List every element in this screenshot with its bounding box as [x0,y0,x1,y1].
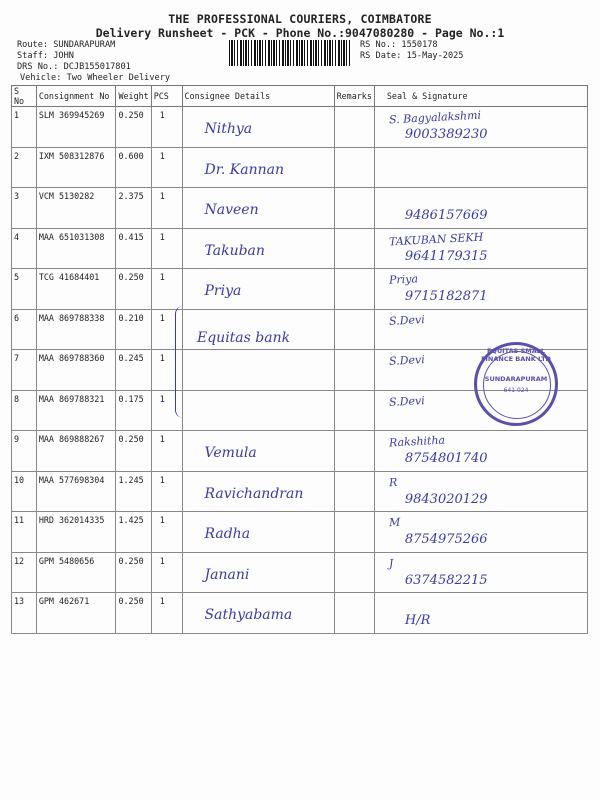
consignee-cell [182,228,334,269]
col-consignee: Consignee Details [182,86,334,107]
consignee-handwritten-name: Takuban [204,242,265,259]
consignee-handwritten-name: Janani [204,566,250,583]
consignee-handwritten-name: Radha [204,526,251,542]
seal-signature-cell [374,431,587,472]
remarks-cell [334,188,374,229]
sno-cell: 5 [12,269,37,310]
sno-cell: 13 [12,593,37,634]
table-row [12,593,588,634]
pcs-cell: 1 [151,350,182,391]
stamp-pin: 641 024 [503,387,529,394]
pcs-cell: 1 [151,512,182,553]
table-header [12,86,588,107]
table-row [12,188,588,229]
seal-signature-cell [374,593,587,634]
consignee-cell [182,552,334,593]
consignment-cell: MAA 651031308 [36,228,116,269]
consignment-cell: GPM 462671 [36,593,116,634]
pcs-cell: 1 [151,431,182,472]
seal-signature-cell [374,552,587,593]
signature-phone: 9843020129 [404,491,488,507]
barcode [229,40,352,66]
pcs-cell: 1 [151,147,182,188]
runsheet-title: Delivery Runsheet - PCK - Phone No.:9047080280 - Page No.:1 [95,26,505,40]
seal-signature-cell [374,188,587,229]
seal-signature-cell [374,269,587,310]
weight-cell: 0.250 [116,269,151,310]
consignment-cell: MAA 869788338 [36,309,116,350]
consignee-cell [182,512,334,553]
sno-cell: 7 [12,350,37,391]
remarks-cell [334,471,374,512]
pcs-cell: 1 [151,188,182,229]
sno-cell: 8 [12,390,37,431]
signature: R [388,475,398,489]
consignee-cell [182,593,334,634]
remarks-cell [334,269,374,310]
col-seal: Seal & Signature [374,86,587,107]
weight-cell: 0.415 [116,228,151,269]
remarks-cell [334,593,374,634]
stamp-bank-name: EQUITAS SMALL FINANCE BANK LTD [481,347,551,363]
seal-signature-cell [374,471,587,512]
consignee-cell [182,431,334,472]
staff: Staff: JOHN [17,51,74,61]
signature-phone: 9641179315 [404,248,488,264]
signature-phone: H/R [404,613,431,628]
route: Route: SUNDARAPURAM [17,40,116,50]
signature: Priya [388,272,419,287]
pcs-cell: 1 [151,269,182,310]
pcs-cell: 1 [151,593,182,634]
rs-meta [360,40,463,62]
col-pcs: PCS [151,86,182,107]
sno-cell: 1 [12,107,37,148]
company-title: THE PROFESSIONAL COURIERS, COIMBATORE [168,12,432,26]
consignee-cell [182,350,334,391]
signature-phone: 9486157669 [404,208,488,223]
consignment-cell: TCG 41684401 [36,269,116,310]
consignee-cell [182,269,334,310]
pcs-cell: 1 [151,390,182,431]
bank-seal-stamp [474,342,558,426]
consignee-handwritten-name: Vemula [204,445,257,461]
pcs-cell: 1 [151,228,182,269]
table-row [12,512,588,553]
consignment-cell: MAA 869788360 [36,350,116,391]
consignee-cell [182,188,334,229]
sno-cell: 11 [12,512,37,553]
weight-cell: 1.245 [116,471,151,512]
sno-cell: 3 [12,188,37,229]
pcs-cell: 1 [151,309,182,350]
vehicle: Vehicle: Two Wheeler Delivery [20,73,171,83]
consignment-cell: HRD 362014335 [36,512,116,553]
weight-cell: 0.250 [116,593,151,634]
table-row [12,228,588,269]
drs-number: DRS No.: DCJB155017801 [17,62,131,72]
table-row [12,107,588,148]
consignment-cell: MAA 577698304 [36,471,116,512]
consignee-handwritten-name: Ravichandran [204,485,304,502]
signature-phone: 9003389230 [404,127,488,142]
remarks-cell [334,107,374,148]
signature: J [388,556,394,570]
col-weight: Weight [116,86,151,107]
weight-cell: 0.210 [116,309,151,350]
consignee-handwritten-name: Nithya [204,121,253,137]
col-consignment: Consignment No [36,86,116,107]
signature-phone: 6374582215 [404,572,488,588]
signature: M [388,515,401,530]
rs-date: RS Date: 15-May-2025 [360,51,464,61]
consignment-cell: MAA 869788321 [36,390,116,431]
weight-cell: 0.250 [116,552,151,593]
table-row [12,269,588,310]
signature-phone: 8754801740 [404,451,488,466]
table-row [12,147,588,188]
signature: TAKUBAN SEKH [388,230,484,248]
pcs-cell: 1 [151,552,182,593]
consignee-cell [182,390,334,431]
consignment-cell: VCM 5130282 [36,188,116,229]
group-note: Equitas bank [197,330,291,346]
signature: S.Devi [388,393,425,409]
consignee-handwritten-name: Naveen [204,202,259,218]
pcs-cell: 1 [151,471,182,512]
table-row [12,431,588,472]
seal-signature-cell [374,147,587,188]
weight-cell: 1.425 [116,512,151,553]
stamp-place: SUNDARAPURAM [484,375,548,383]
consignment-cell: MAA 869888267 [36,431,116,472]
weight-cell: 0.175 [116,390,151,431]
remarks-cell [334,228,374,269]
remarks-cell [334,552,374,593]
col-sno: S No [12,86,37,107]
signature: S.Devi [388,353,425,368]
seal-signature-cell [374,512,587,553]
table-row [12,552,588,593]
sno-cell: 2 [12,147,37,188]
weight-cell: 0.250 [116,431,151,472]
signature: Rakshitha [388,433,446,450]
remarks-cell [334,390,374,431]
consignee-handwritten-name: Priya [204,283,242,299]
consignment-cell: IXM 508312876 [36,147,116,188]
weight-cell: 0.250 [116,107,151,148]
pcs-cell: 1 [151,107,182,148]
consignee-cell [182,147,334,188]
remarks-cell [334,512,374,553]
consignee-handwritten-name: Sathyabama [204,607,293,623]
signature: S.Devi [388,312,425,328]
weight-cell: 0.600 [116,147,151,188]
weight-cell: 0.245 [116,350,151,391]
signature-phone: 9715182871 [404,289,488,304]
sno-cell: 10 [12,471,37,512]
sno-cell: 12 [12,552,37,593]
group-brace [175,306,190,418]
consignee-cell [182,471,334,512]
remarks-cell [334,147,374,188]
remarks-cell [334,309,374,350]
signature-phone: 8754975266 [404,532,488,547]
route-meta [17,40,170,84]
sno-cell: 9 [12,431,37,472]
signature: S. Bagyalakshmi [388,108,482,127]
seal-signature-cell [374,309,587,350]
consignee-handwritten-name: Dr. Kannan [204,161,284,178]
sno-cell: 4 [12,228,37,269]
seal-signature-cell [374,107,587,148]
seal-signature-cell [374,228,587,269]
consignment-cell: SLM 369945269 [36,107,116,148]
remarks-cell [334,431,374,472]
rs-number: RS No.: 1550178 [360,40,438,50]
consignee-cell [182,107,334,148]
sno-cell: 6 [12,309,37,350]
table-row [12,471,588,512]
col-remarks: Remarks [334,86,374,107]
consignment-cell: GPM 5480656 [36,552,116,593]
weight-cell: 2.375 [116,188,151,229]
remarks-cell [334,350,374,391]
